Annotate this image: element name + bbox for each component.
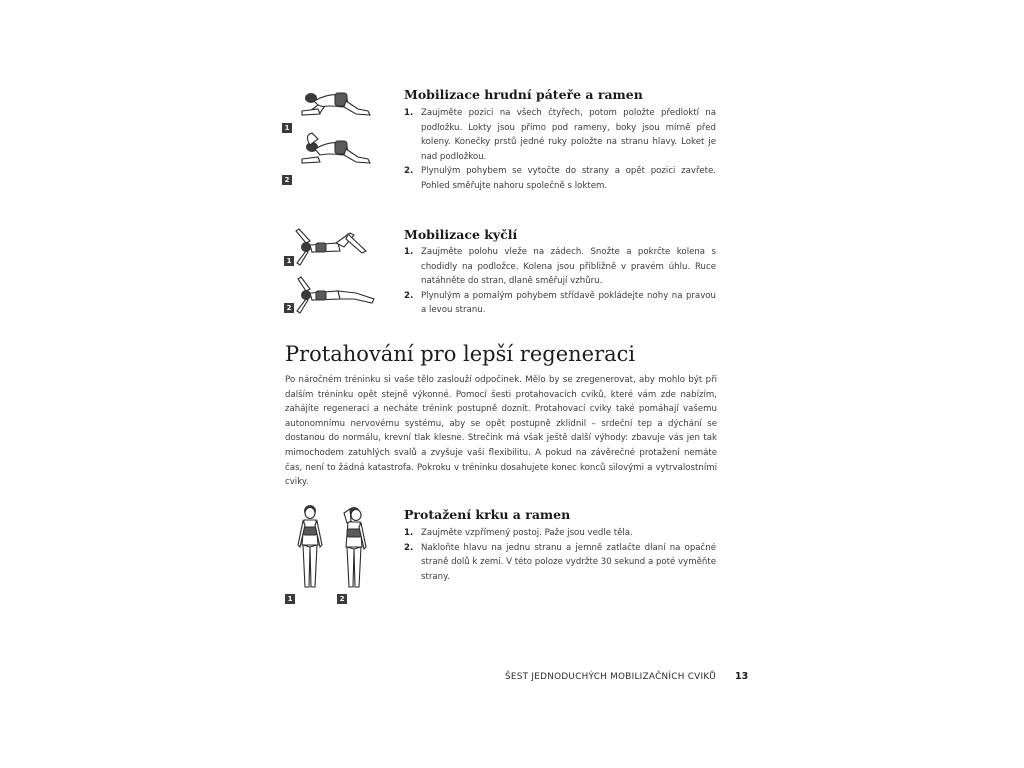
- exercise-steps: [404, 106, 716, 194]
- step-item: [404, 289, 716, 318]
- step-text: Zaujměte vzpřímený postoj. Paže jsou vedle těla.: [421, 528, 633, 538]
- exercise-3-illustration: [290, 503, 380, 601]
- step-badge: 1: [284, 256, 294, 266]
- section-body: Po náročném tréninku si vaše tělo zaslouží odpočinek. Mělo by se zregenerovat, aby mohlo být při dalším tréninku opět stejně výkonné. Pomocí šesti protahovacích cviků, které vám zde nabízím, zahájíte regeneraci a necháte trénink postupně doznít. Protahovací cviky také pomáhají vašemu autonomnímu nervovému systému, aby se opět postupně zklidnil – srdeční tep a dýchání se dostanou do normálu, krevní tlak klesne. Strečink má však ještě další výhody: zbavuje vás jen tak mimochodem zatuhlých svalů a zvyšuje vaši flexibilitu. A pokud na závěrečné protažení nemáte čas, není to žádná katastrofa. Pokroku v tréninku dosahujete konec konců silovými a vytrvalostními cviky.: [285, 375, 717, 488]
- step-number: 1.: [404, 108, 414, 118]
- step-badge: 2: [282, 175, 292, 185]
- step-text: Zaujměte polohu vleže na zádech. Snožte a pokrčte kolena s chodidly na podložce. Kolena jsou přibližně v pravém úhlu. Ruce natáhněte do stran, dlaně směřují vzhůru.: [421, 247, 716, 287]
- exercise-title: Protažení krku a ramen: [404, 507, 571, 522]
- step-badge: 1: [285, 594, 295, 604]
- step-item: [404, 106, 716, 164]
- step-item: [404, 541, 716, 585]
- step-item: [404, 526, 716, 541]
- exercise-title: Mobilizace kyčlí: [404, 227, 518, 242]
- step-number: 2.: [404, 290, 414, 301]
- step-item: [404, 245, 716, 289]
- step-badge: 2: [284, 303, 294, 313]
- step-number: 1.: [404, 528, 414, 538]
- exercise-2-illustration: [290, 225, 390, 320]
- step-number: 2.: [404, 166, 414, 177]
- kneeling-figure-icon: [290, 85, 390, 185]
- standing-figure-icon: [290, 503, 380, 601]
- step-text: Plynulým pohybem se vytočte do strany a opět pozici zavřete. Pohled směřujte nahoru společně s loktem.: [421, 166, 716, 191]
- step-item: [404, 164, 716, 193]
- step-number: 2.: [404, 542, 414, 553]
- step-number: 1.: [404, 247, 414, 257]
- step-badge: 2: [337, 594, 347, 604]
- step-text: Zaujměte pozici na všech čtyřech, potom položte předloktí na podložku. Lokty jsou přímo pod rameny, boky jsou mírně před koleny. Konečky prstů jedné ruky položte na stranu hlavy. Loket je nad podložkou.: [421, 108, 716, 162]
- exercise-title: Mobilizace hrudní páteře a ramen: [404, 87, 643, 102]
- step-text: Nakloňte hlavu na jednu stranu a jemně zatlačte dlaní na opačné straně dolů k zemi. V této poloze vydržte 30 sekund a poté vyměňte strany.: [421, 542, 716, 582]
- section-heading: Protahování pro lepší regeneraci: [285, 342, 636, 366]
- step-text: Plynulým a pomalým pohybem střídavě pokládejte nohy na pravou a levou stranu.: [421, 290, 716, 316]
- running-footer-title: ŠEST JEDNODUCHÝCH MOBILIZAČNÍCH CVIKŮ: [505, 672, 716, 682]
- exercise-1-illustration: [290, 85, 390, 185]
- exercise-steps: [404, 526, 716, 584]
- exercise-steps: [404, 245, 716, 318]
- step-badge: 1: [282, 123, 292, 133]
- lying-figure-icon: [290, 225, 390, 320]
- page-number: 13: [735, 671, 749, 682]
